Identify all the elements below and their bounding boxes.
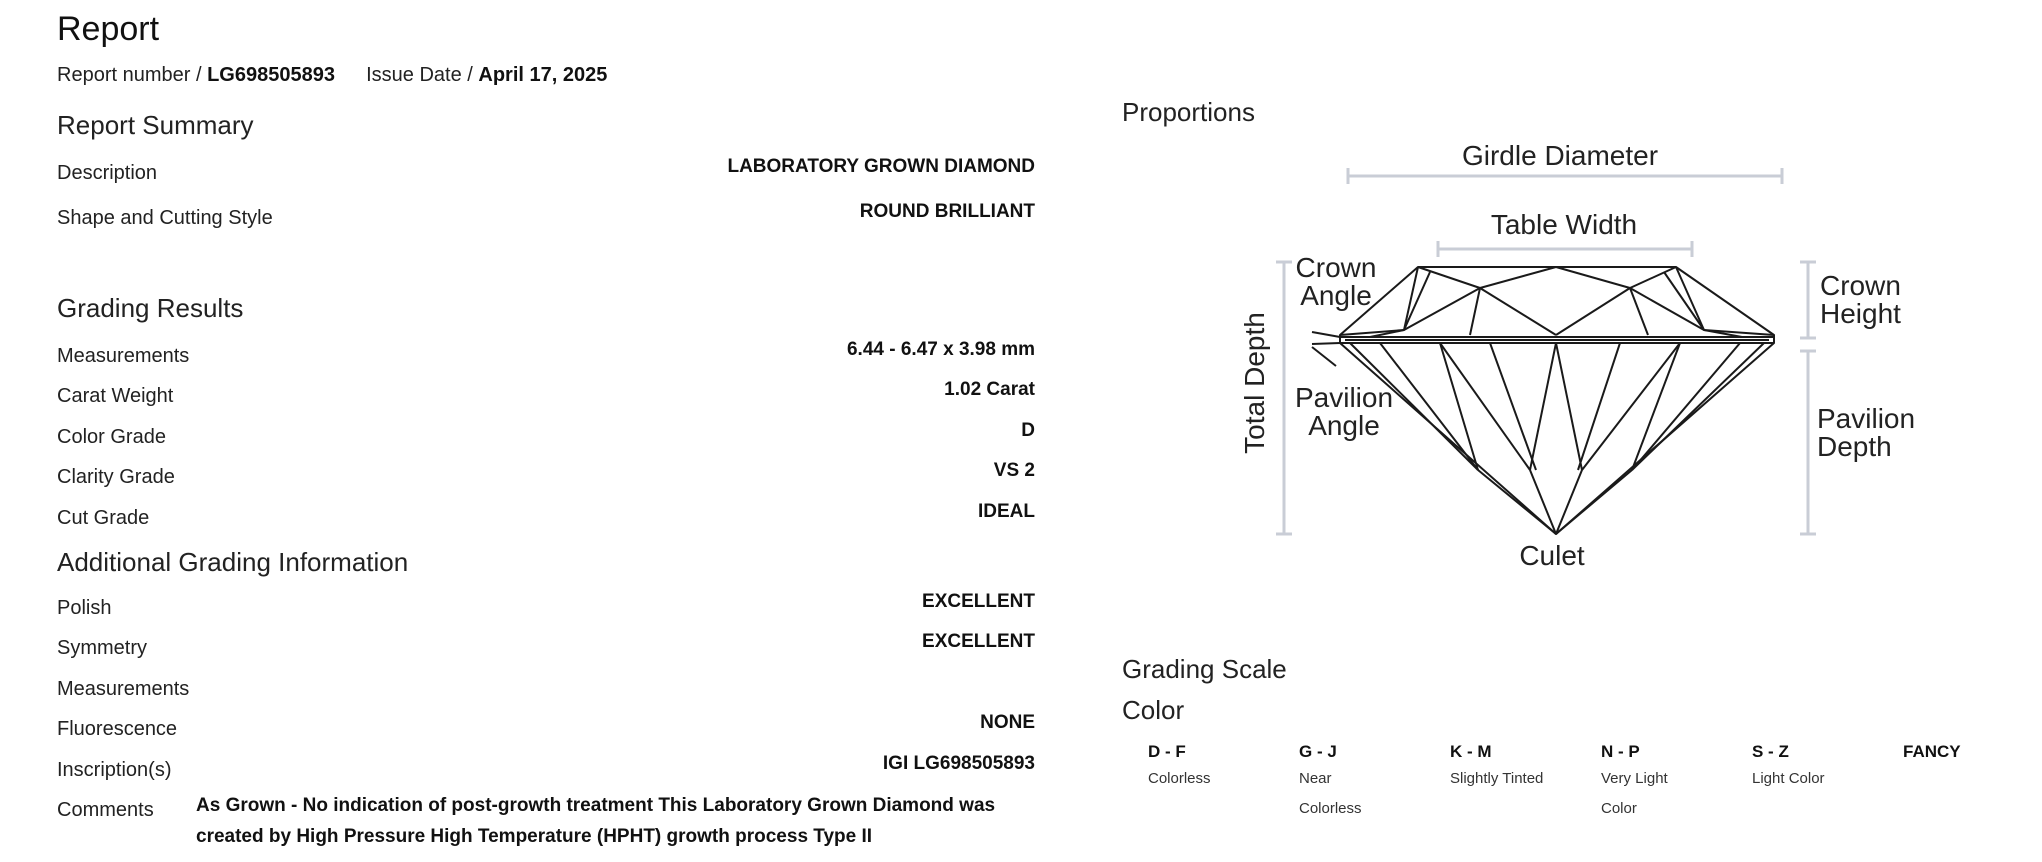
scale-range: G - J (1299, 742, 1337, 761)
scale-range: FANCY (1903, 742, 1961, 761)
row-label: Symmetry (57, 637, 147, 659)
report-summary-heading: Report Summary (57, 110, 254, 140)
label-total-depth: Total Depth (1239, 312, 1270, 454)
scale-range: S - Z (1752, 742, 1789, 761)
color-scale-heading: Color (1122, 695, 1185, 725)
diamond-profile (1340, 267, 1774, 534)
color-scale-item (1601, 742, 1741, 824)
row-value: 1.02 Carat (944, 379, 1035, 400)
grading-row-color (57, 420, 1035, 456)
grading-row-carat (57, 379, 1035, 415)
row-label: Color Grade (57, 426, 166, 448)
row-value: LABORATORY GROWN DIAMOND (727, 156, 1035, 177)
report-number: LG698505893 (207, 64, 335, 86)
additional-info-heading: Additional Grading Information (57, 547, 409, 577)
report-title: Report (57, 10, 160, 48)
scale-desc: Light Color (1752, 770, 1825, 787)
row-value: NONE (980, 712, 1035, 733)
row-label: Polish (57, 597, 112, 619)
label-pavilion-depth-1: Pavilion (1817, 403, 1916, 434)
row-value: EXCELLENT (922, 631, 1035, 652)
label-pavilion-angle-2: Angle (1308, 410, 1380, 441)
row-value: IGI LG698505893 (882, 753, 1035, 774)
scale-desc: Very Light Color (1601, 770, 1668, 817)
grading-row-cut (57, 501, 1035, 537)
row-value: 6.44 - 6.47 x 3.98 mm (846, 339, 1035, 360)
scale-desc (1903, 764, 2042, 794)
scale-desc: Slightly Tinted (1450, 770, 1544, 787)
row-label: Clarity Grade (57, 466, 175, 488)
summary-row-shape (57, 201, 1035, 237)
row-label: Carat Weight (57, 385, 174, 407)
issue-date-label: Issue Date / (366, 64, 473, 86)
additional-row-fluorescence (57, 712, 1035, 748)
color-scale-item (1450, 742, 1590, 794)
row-label: Inscription(s) (57, 759, 172, 781)
row-value: D (1021, 420, 1035, 441)
row-value: IDEAL (978, 501, 1035, 522)
issue-date: April 17, 2025 (478, 64, 608, 86)
report-number-label: Report number / (57, 64, 202, 86)
comments-value: As Grown - No indication of post-growth treatment This Laboratory Grown Diamond was created by High Pressure High Temperature (HPHT) growth process Type II (196, 795, 996, 847)
label-culet: Culet (1519, 540, 1585, 571)
grading-results-heading: Grading Results (57, 293, 244, 323)
row-label: Cut Grade (57, 507, 150, 529)
comments-label: Comments (57, 799, 154, 821)
scale-range: D - F (1148, 742, 1186, 761)
additional-row-inscription (57, 753, 1035, 789)
row-label: Measurements (57, 345, 190, 367)
grading-row-clarity (57, 460, 1035, 496)
additional-row-measurements (57, 678, 1035, 708)
label-pavilion-depth-2: Depth (1817, 431, 1892, 462)
color-scale-item (1752, 742, 1892, 794)
scale-desc: Near Colorless (1299, 770, 1362, 817)
row-label: Measurements (57, 678, 190, 700)
grading-scale-heading: Grading Scale (1122, 654, 1287, 684)
row-label: Shape and Cutting Style (57, 207, 273, 229)
report-meta (57, 64, 607, 87)
additional-row-polish (57, 591, 1035, 627)
proportions-heading: Proportions (1122, 97, 1255, 127)
row-value: VS 2 (993, 460, 1035, 481)
label-crown-angle-2: Angle (1300, 280, 1372, 311)
row-value: EXCELLENT (922, 591, 1035, 612)
color-scale-item (1148, 742, 1288, 794)
label-table-width: Table Width (1490, 209, 1638, 240)
additional-row-symmetry (57, 631, 1035, 667)
color-scale-item (1299, 742, 1439, 824)
color-scale-item (1903, 742, 2042, 794)
label-crown-height-2: Height (1820, 298, 1901, 329)
label-girdle-diameter: Girdle Diameter (1461, 140, 1659, 171)
summary-row-description (57, 156, 1035, 192)
row-label: Fluorescence (57, 718, 178, 740)
label-crown-height-1: Crown (1820, 270, 1901, 301)
scale-desc: Colorless (1148, 770, 1211, 787)
label-pavilion-angle-1: Pavilion (1294, 382, 1394, 413)
scale-range: K - M (1450, 742, 1492, 761)
grading-row-measurements (57, 339, 1035, 375)
angle-markers (1312, 332, 1340, 366)
label-crown-angle-1: Crown (1295, 252, 1377, 283)
row-label: Description (57, 162, 158, 184)
row-value: ROUND BRILLIANT (859, 201, 1035, 222)
scale-range: N - P (1601, 742, 1640, 761)
proportions-diagram (1200, 130, 2042, 600)
